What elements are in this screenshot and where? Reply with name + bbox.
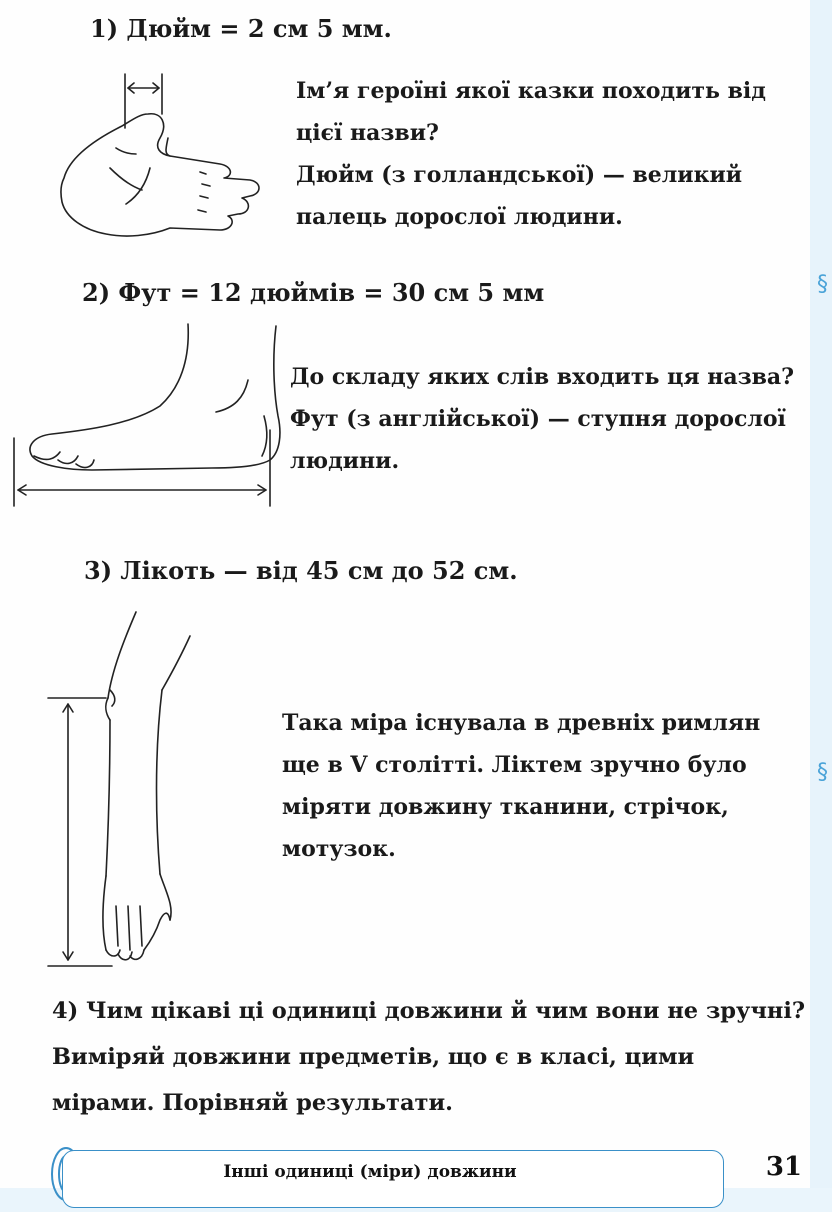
section-2-line: людини. — [290, 448, 400, 474]
foot-measure-illustration — [12, 320, 282, 510]
task-line: 4) Чим цікаві ці одиниці довжини й чим вони не зручні? — [52, 998, 806, 1024]
section-1-line: Дюйм (з голландської) — великий — [296, 162, 743, 188]
section-2-line: До складу яких слів входить ця назва? — [290, 364, 795, 390]
page-number: 31 — [765, 1152, 802, 1182]
hand-inch-illustration — [50, 68, 265, 243]
edge-decoration-icon: § — [817, 760, 828, 785]
section-1-line: цієї назви? — [296, 120, 439, 146]
task-line: мірами. Порівняй результати. — [52, 1090, 454, 1116]
section-3-text — [282, 702, 760, 870]
section-1-line: Ім’я героїні якої казки походить від — [296, 78, 766, 104]
section-3-line: міряти довжину тканини, стрічок, — [282, 794, 729, 820]
forearm-cubit-illustration — [40, 606, 220, 976]
edge-decoration-icon: § — [817, 272, 828, 297]
section-2-heading: 2) Фут = 12 дюймів = 30 см 5 мм — [82, 278, 545, 307]
section-1-heading: 1) Дюйм = 2 см 5 мм. — [90, 14, 392, 43]
section-3-line: ще в V столітті. Ліктем зручно було — [282, 752, 747, 778]
section-2-text — [290, 356, 794, 482]
section-3-heading: 3) Лікоть — від 45 см до 52 см. — [84, 556, 518, 585]
section-3-line: мотузок. — [282, 836, 396, 862]
section-2-line: Фут (з англійської) — ступня дорослої — [290, 406, 786, 432]
page-edge-strip — [810, 0, 832, 1212]
footer-title: Інші одиниці (міри) довжини — [223, 1162, 517, 1182]
task-4-text — [52, 988, 806, 1126]
section-1-text — [296, 70, 766, 238]
task-line: Виміряй довжини предметів, що є в класі, цими — [52, 1044, 695, 1070]
section-1-line: палець дорослої людини. — [296, 204, 623, 230]
section-3-line: Така міра існувала в древніх римлян — [282, 710, 761, 736]
